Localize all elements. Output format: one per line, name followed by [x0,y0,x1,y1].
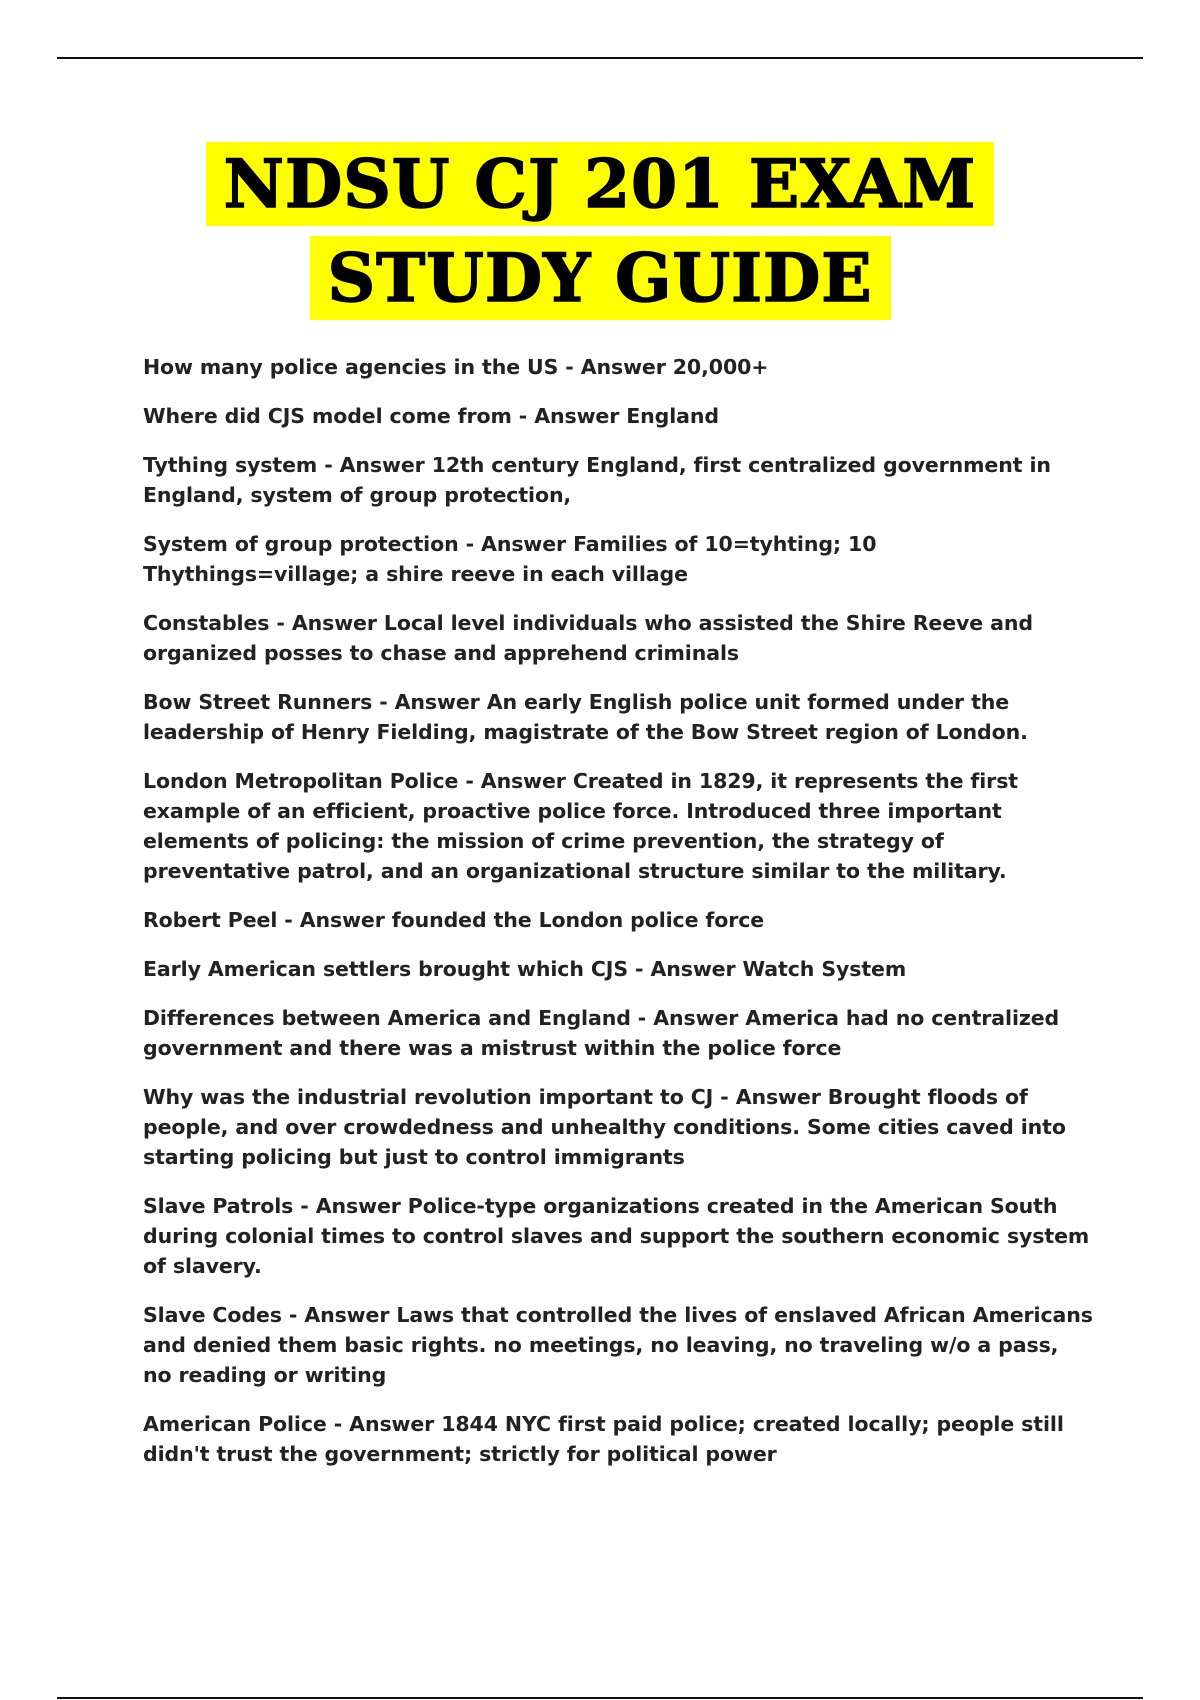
qa-list [143,352,1093,1488]
qa-item: Slave Patrols - Answer Police-type organizations created in the American South during colonial times to control slaves and support the southern economic system of slavery. [143,1194,1090,1278]
bottom-rule [57,1697,1143,1699]
qa-item: Differences between America and England - Answer America had no centralized government and there was a mistrust within the police force [143,1006,1060,1060]
top-rule [57,57,1143,59]
qa-item: Slave Codes - Answer Laws that controlled the lives of enslaved African Americans and denied them basic rights. no meetings, no leaving, no traveling w/o a pass, no reading or writing [143,1303,1093,1387]
qa-item: System of group protection - Answer Families of 10=tyhting; 10 Thythings=village; a shire reeve in each village [143,532,877,586]
title-line-2: STUDY GUIDE [310,236,891,320]
qa-item: How many police agencies in the US - Answer 20,000+ [143,355,769,379]
title-block [0,142,1200,320]
qa-item: Where did CJS model come from - Answer England [143,404,719,428]
qa-item: Why was the industrial revolution important to CJ - Answer Brought floods of people, and over crowdedness and unhealthy conditions. Some cities caved into starting policing but just to control immigrants [143,1085,1066,1169]
qa-item: Constables - Answer Local level individuals who assisted the Shire Reeve and organized posses to chase and apprehend criminals [143,611,1033,665]
qa-item: Bow Street Runners - Answer An early English police unit formed under the leadership of Henry Fielding, magistrate of the Bow Street region of London. [143,690,1028,744]
qa-item: London Metropolitan Police - Answer Created in 1829, it represents the first example of an efficient, proactive police force. Introduced three important elements of policing: the mission of crime prevention, the strategy of preventative patrol, and an organizational structure similar to the military. [143,769,1018,883]
title-line-1: NDSU CJ 201 EXAM [206,142,995,226]
qa-item: American Police - Answer 1844 NYC first paid police; created locally; people still didn't trust the government; strictly for political power [143,1412,1064,1466]
qa-item: Robert Peel - Answer founded the London police force [143,908,765,932]
qa-item: Early American settlers brought which CJS - Answer Watch System [143,957,907,981]
qa-item: Tything system - Answer 12th century England, first centralized government in England, system of group protection, [143,453,1051,507]
